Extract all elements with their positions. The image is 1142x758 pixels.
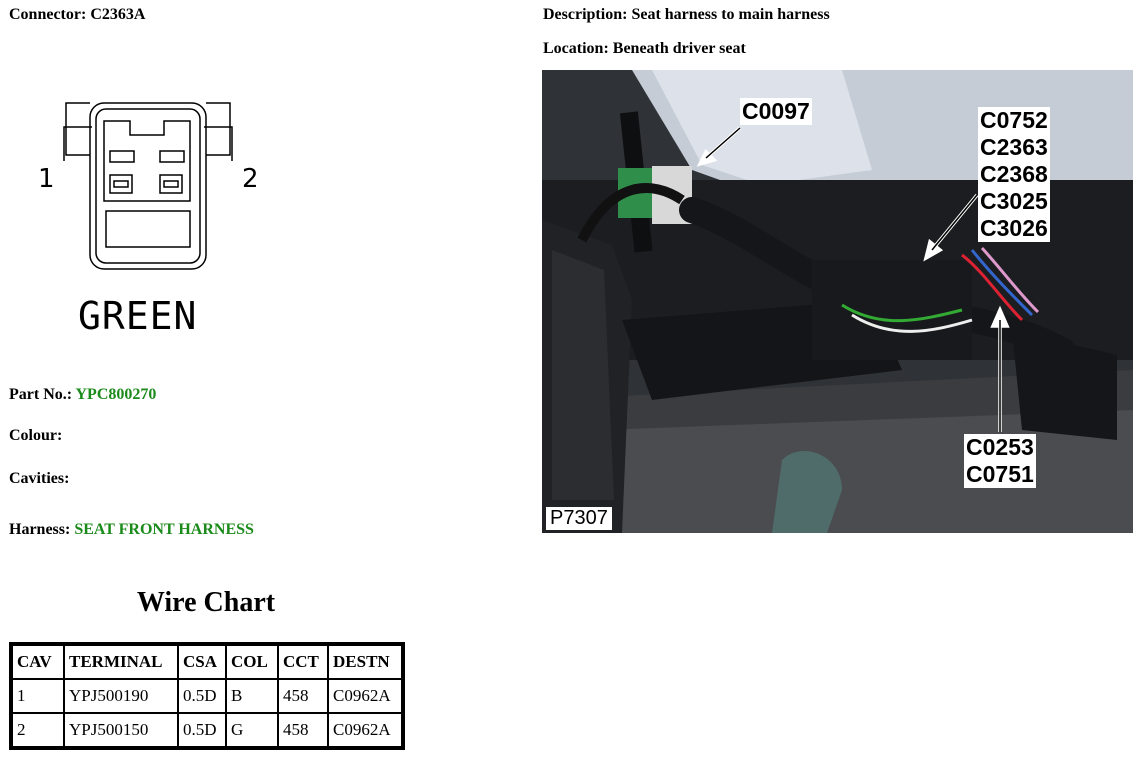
cell-terminal: YPJ500150 <box>64 713 178 747</box>
col-header-cav: CAV <box>12 645 64 679</box>
description-line <box>543 6 830 24</box>
photo-reference: P7307 <box>546 507 612 530</box>
cell-terminal: YPJ500190 <box>64 679 178 713</box>
harness-label: Harness: <box>9 521 71 538</box>
cell-csa: 0.5D <box>178 713 226 747</box>
part-no-line <box>9 386 156 404</box>
location-label: Location: <box>543 40 609 57</box>
wire-chart-title: Wire Chart <box>136 587 276 618</box>
callout-label: C3026 <box>980 215 1048 241</box>
wire-chart-table <box>9 642 405 750</box>
col-header-csa: CSA <box>178 645 226 679</box>
col-header-terminal: TERMINAL <box>64 645 178 679</box>
cavities-line <box>9 470 69 488</box>
cell-cct: 458 <box>278 713 328 747</box>
cell-col: G <box>226 713 278 747</box>
location-photo <box>542 70 1133 533</box>
cell-cct: 458 <box>278 679 328 713</box>
location-line <box>543 40 746 58</box>
cavities-label: Cavities: <box>9 470 70 487</box>
table-header-row <box>12 645 402 679</box>
col-header-cct: CCT <box>278 645 328 679</box>
connector-color-text: GREEN <box>78 294 198 338</box>
connector-label: Connector: <box>9 6 87 23</box>
cell-destn: C0962A <box>328 679 402 713</box>
connector-heading <box>9 6 145 24</box>
connector-value: C2363A <box>90 6 146 23</box>
callout-label: C0751 <box>966 461 1034 487</box>
callout-label: C0253 <box>966 434 1034 460</box>
callout-label: C3025 <box>980 188 1048 214</box>
table-row <box>12 713 402 747</box>
callout-c0097: C0097 <box>742 98 810 124</box>
callout-label: C0752 <box>980 107 1048 133</box>
part-no-label: Part No.: <box>9 386 73 403</box>
description-label: Description: <box>543 6 628 23</box>
col-header-col: COL <box>226 645 278 679</box>
table-row <box>12 679 402 713</box>
location-value: Beneath driver seat <box>612 40 746 57</box>
pin-1-label: 1 <box>38 164 55 194</box>
cell-cav: 2 <box>12 713 64 747</box>
callout-label: C2363 <box>980 134 1048 160</box>
cell-csa: 0.5D <box>178 679 226 713</box>
callout-group-right <box>978 107 1050 242</box>
part-no-value: YPC800270 <box>75 386 157 403</box>
pin-2-label: 2 <box>242 164 259 194</box>
description-value: Seat harness to main harness <box>631 6 830 23</box>
cell-cav: 1 <box>12 679 64 713</box>
cell-destn: C0962A <box>328 713 402 747</box>
cell-col: B <box>226 679 278 713</box>
colour-line <box>9 427 62 445</box>
col-header-destn: DESTN <box>328 645 402 679</box>
harness-line <box>9 521 254 539</box>
connector-diagram <box>30 95 270 345</box>
callout-label: C2368 <box>980 161 1048 187</box>
callout-group-bottom <box>964 434 1036 488</box>
harness-value: SEAT FRONT HARNESS <box>74 521 254 538</box>
colour-label: Colour: <box>9 427 63 444</box>
